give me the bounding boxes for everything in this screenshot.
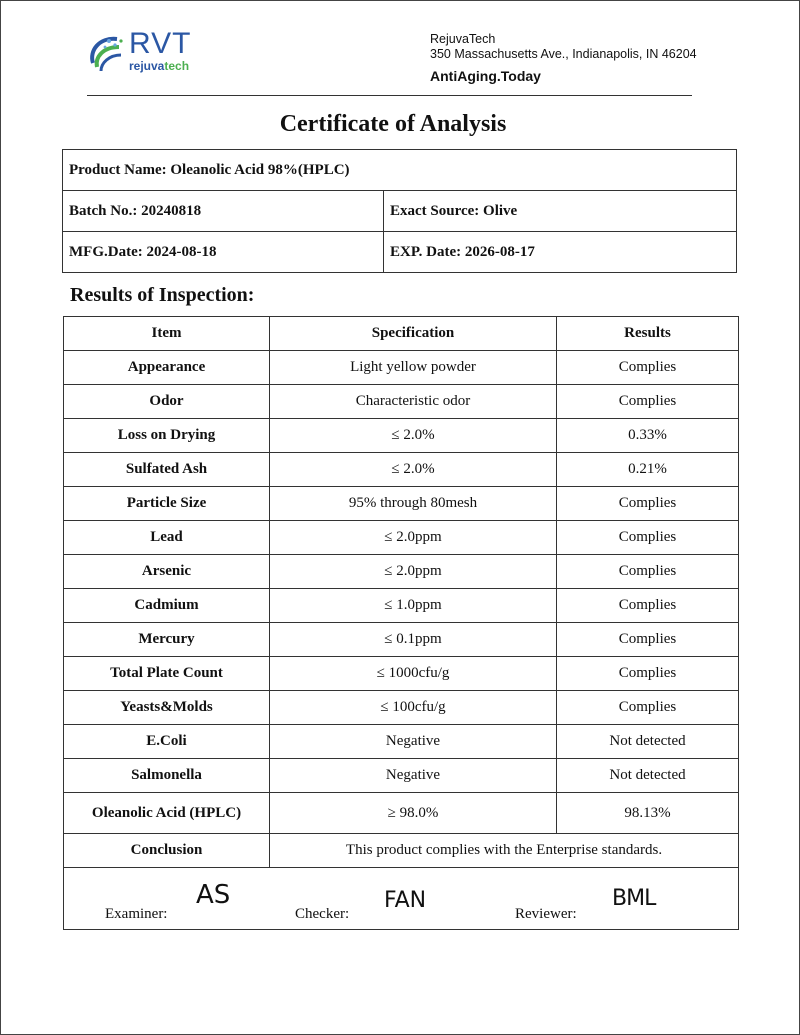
row-item: E.Coli <box>64 725 270 759</box>
examiner-label: Examiner: <box>105 906 168 922</box>
column-header-results: Results <box>557 317 739 351</box>
table-row <box>64 657 739 691</box>
row-result: Not detected <box>557 759 739 793</box>
column-header-item: Item <box>64 317 270 351</box>
table-row <box>64 589 739 623</box>
reviewer-signature: BML <box>612 886 656 911</box>
row-result: Complies <box>557 487 739 521</box>
logo-mark: RVT <box>129 27 192 60</box>
conclusion-text: This product complies with the Enterprise standards. <box>270 834 739 868</box>
row-spec: Negative <box>270 725 557 759</box>
product-name: Product Name: Oleanolic Acid 98%(HPLC) <box>63 150 737 191</box>
logo-wordmark: rejuvatech <box>129 59 190 73</box>
table-row <box>64 453 739 487</box>
table-row <box>64 725 739 759</box>
mfg-date: MFG.Date: 2024-08-18 <box>63 232 384 273</box>
logo-swirl-icon <box>87 33 127 75</box>
row-spec: ≤ 2.0ppm <box>270 521 557 555</box>
conclusion-label: Conclusion <box>64 834 270 868</box>
results-table <box>63 316 739 930</box>
row-result: Complies <box>557 589 739 623</box>
row-result: 0.21% <box>557 453 739 487</box>
exact-source: Exact Source: Olive <box>384 191 737 232</box>
row-result: Not detected <box>557 725 739 759</box>
row-result: Complies <box>557 351 739 385</box>
section-title: Results of Inspection: <box>70 284 255 306</box>
row-spec: ≤ 2.0% <box>270 453 557 487</box>
row-spec: Characteristic odor <box>270 385 557 419</box>
row-result: Complies <box>557 691 739 725</box>
row-item: Arsenic <box>64 555 270 589</box>
row-spec: ≤ 1000cfu/g <box>270 657 557 691</box>
row-spec: Light yellow powder <box>270 351 557 385</box>
row-result: Complies <box>557 623 739 657</box>
row-spec: ≤ 1.0ppm <box>270 589 557 623</box>
table-row <box>64 385 739 419</box>
signature-area <box>64 868 738 929</box>
product-info-table <box>62 149 737 273</box>
row-spec: 95% through 80mesh <box>270 487 557 521</box>
table-row <box>64 419 739 453</box>
row-result: Complies <box>557 657 739 691</box>
row-spec: ≥ 98.0% <box>270 793 557 834</box>
row-result: Complies <box>557 521 739 555</box>
row-item: Odor <box>64 385 270 419</box>
row-result: 98.13% <box>557 793 739 834</box>
row-item: Appearance <box>64 351 270 385</box>
table-row <box>64 351 739 385</box>
table-row <box>64 487 739 521</box>
row-result: 0.33% <box>557 419 739 453</box>
row-result: Complies <box>557 555 739 589</box>
row-spec: ≤ 2.0ppm <box>270 555 557 589</box>
row-spec: ≤ 100cfu/g <box>270 691 557 725</box>
row-item: Total Plate Count <box>64 657 270 691</box>
batch-number: Batch No.: 20240818 <box>63 191 384 232</box>
table-row <box>64 555 739 589</box>
signature-row <box>64 868 739 930</box>
table-row <box>64 793 739 834</box>
examiner-signature: AS <box>196 880 231 910</box>
checker-signature: FAN <box>384 888 427 913</box>
column-header-specification: Specification <box>270 317 557 351</box>
table-row <box>64 759 739 793</box>
row-item: Particle Size <box>64 487 270 521</box>
header-divider <box>87 95 692 96</box>
row-item: Oleanolic Acid (HPLC) <box>64 793 270 834</box>
row-spec: Negative <box>270 759 557 793</box>
row-spec: ≤ 0.1ppm <box>270 623 557 657</box>
row-item: Yeasts&Molds <box>64 691 270 725</box>
table-row <box>64 623 739 657</box>
checker-label: Checker: <box>295 906 350 922</box>
table-row <box>64 521 739 555</box>
conclusion-row <box>64 834 739 868</box>
company-address-block <box>430 32 697 84</box>
exp-date: EXP. Date: 2026-08-17 <box>384 232 737 273</box>
row-item: Cadmium <box>64 589 270 623</box>
company-address: 350 Massachusetts Ave., Indianapolis, IN 46204 <box>430 47 697 61</box>
row-item: Loss on Drying <box>64 419 270 453</box>
row-item: Salmonella <box>64 759 270 793</box>
row-item: Sulfated Ash <box>64 453 270 487</box>
row-spec: ≤ 2.0% <box>270 419 557 453</box>
company-website[interactable]: AntiAging.Today <box>430 68 541 84</box>
row-result: Complies <box>557 385 739 419</box>
page-title: Certificate of Analysis <box>279 111 507 137</box>
company-name: RejuvaTech <box>430 32 496 46</box>
table-header-row <box>64 317 739 351</box>
company-logo <box>87 27 197 77</box>
table-row <box>64 691 739 725</box>
reviewer-label: Reviewer: <box>515 906 577 922</box>
row-item: Mercury <box>64 623 270 657</box>
row-item: Lead <box>64 521 270 555</box>
